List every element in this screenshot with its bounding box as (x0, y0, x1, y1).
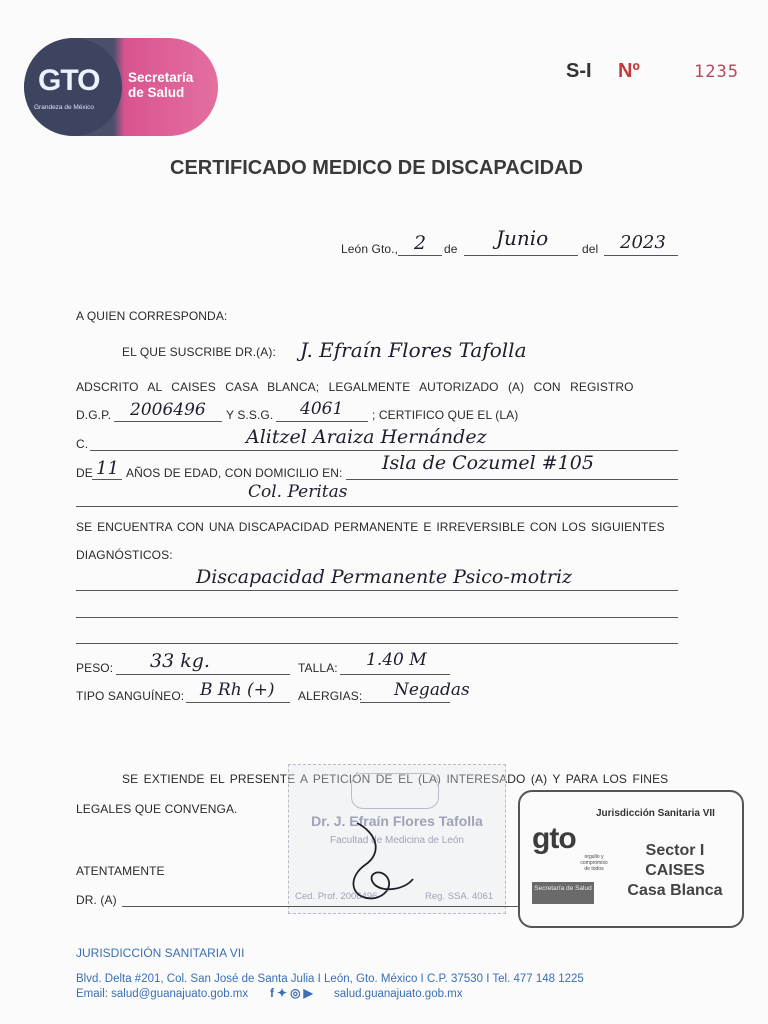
talla-label: TALLA: (298, 661, 338, 675)
footer-website[interactable]: salud.guanajuato.gob.mx (334, 988, 463, 1000)
extiende-text: SE EXTIENDE EL PRESENTE A PETICIÓN DE EL (LA) INTERESADO (A) Y PARA LOS FINES (122, 772, 669, 786)
alergias-value: Negadas (394, 680, 470, 700)
age-value: 11 (96, 458, 119, 479)
domicilio-label: AÑOS DE EDAD, CON DOMICILIO EN: (126, 466, 343, 480)
stamp-logo-tagline: orgullo y compromiso de todos (580, 854, 608, 872)
secretaria-line2: de Salud (128, 85, 185, 100)
twitter-icon[interactable]: ✦ (277, 986, 291, 1000)
instagram-icon[interactable]: ◎ (290, 986, 304, 1000)
social-icons (270, 986, 316, 1000)
stamp-caises: CAISES (645, 862, 705, 879)
peso-label: PESO: (76, 661, 114, 675)
logo-subtext: Grandeza de México (34, 104, 94, 111)
stamp-casa-blanca: Casa Blanca (627, 882, 723, 899)
suscribe-label: EL QUE SUSCRIBE DR.(A): (122, 345, 276, 359)
tipo-sanguineo-label: TIPO SANGUÍNEO: (76, 689, 185, 703)
tipo-sanguineo-value: B Rh (+) (200, 680, 275, 700)
date-del: del (582, 242, 599, 256)
youtube-icon[interactable]: ▶ (303, 986, 316, 1000)
certifico-text: ; CERTIFICO QUE EL (LA) (372, 408, 519, 422)
gto-logo (24, 38, 218, 136)
doctor-stamp (288, 764, 506, 914)
talla-value: 1.40 M (366, 650, 427, 670)
date-de: de (444, 242, 458, 256)
legales-text: LEGALES QUE CONVENGA. (76, 802, 238, 816)
footer-jurisdiccion: JURISDICCIÓN SANITARIA VII (76, 946, 245, 960)
secretaria-line1: Secretaría (128, 70, 194, 85)
patient-name: Alitzel Araiza Hernández (246, 426, 487, 448)
stamp-facultad: Facultad de Medicina de León (330, 835, 464, 846)
dr-label: DR. (A) (76, 893, 117, 907)
dgp-value: 2006496 (130, 400, 206, 420)
alergias-label: ALERGIAS: (298, 689, 363, 703)
stamp-registro: Reg. SSA. 4061 (425, 891, 494, 902)
date-city: León Gto., (341, 242, 399, 256)
address-line1: Isla de Cozumel #105 (382, 452, 594, 474)
date-day: 2 (414, 232, 427, 254)
certificate-number: 1235 (694, 62, 739, 82)
stamp-doctor-name: Dr. J. Efraín Flores Tafolla (311, 813, 483, 829)
de-label: DE (76, 466, 93, 480)
secretaria-label (128, 70, 193, 100)
peso-value: 33 kg. (150, 650, 210, 672)
unit-stamp (518, 790, 744, 928)
dgp-label: D.G.P. (76, 408, 112, 422)
doctor-name: J. Efraín Flores Tafolla (300, 338, 527, 362)
page-title: CERTIFICADO MEDICO DE DISCAPACIDAD (170, 157, 583, 179)
ssg-label: Y S.S.G. (226, 408, 274, 422)
stamp-cedula: Ced. Prof. 2006496 (295, 891, 378, 902)
footer-address: Blvd. Delta #201, Col. San José de Santa Julia I León, Gto. México I C.P. 37530 I Tel. 477 148 1225 (76, 973, 584, 985)
date-month: Junio (496, 226, 549, 250)
diagnostico-value: Discapacidad Permanente Psico-motriz (196, 566, 573, 588)
footer-email: Email: salud@guanajuato.gob.mx (76, 988, 249, 1000)
ssg-value: 4061 (300, 399, 344, 419)
stamp-jurisdiccion: Jurisdicción Sanitaria VII (596, 808, 715, 819)
stamp-logo-sub: Secretaría de Salud (532, 882, 594, 904)
greeting: A QUIEN CORRESPONDA: (76, 309, 228, 323)
series-label: S-I (566, 60, 592, 82)
doctor-signature (329, 819, 419, 905)
stamp-gto-logo: gto (532, 822, 576, 855)
diagnosticos-label: DIAGNÓSTICOS: (76, 548, 173, 562)
stamp-sector: Sector I (645, 842, 705, 859)
address-line2: Col. Peritas (248, 482, 348, 502)
stamp-logo-badge (351, 773, 439, 809)
date-year: 2023 (620, 232, 666, 253)
discapacidad-text: SE ENCUENTRA CON UNA DISCAPACIDAD PERMANENTE E IRREVERSIBLE CON LOS SIGUIENTES (76, 520, 665, 534)
facebook-icon[interactable]: f (270, 986, 277, 1000)
number-label: Nº (618, 60, 640, 82)
c-label: C. (76, 437, 89, 451)
atentamente: ATENTAMENTE (76, 864, 165, 878)
adscrito-text: ADSCRITO AL CAISES CASA BLANCA; LEGALMENTE AUTORIZADO (A) CON REGISTRO (76, 380, 634, 394)
logo-text: GTO (38, 64, 100, 97)
